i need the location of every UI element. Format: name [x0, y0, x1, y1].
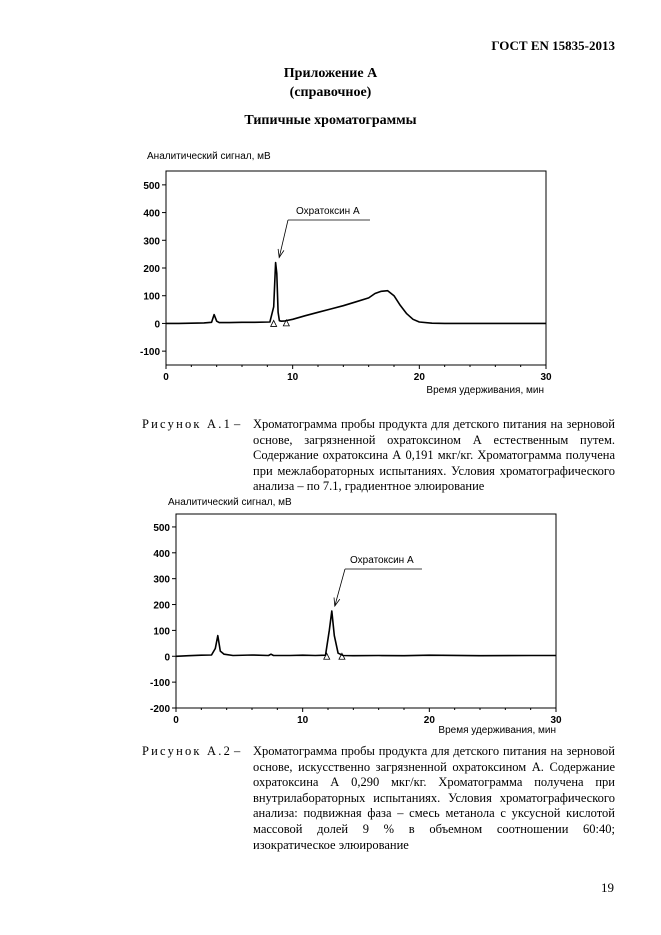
y-tick-label: -100	[149, 678, 170, 690]
y-tick-label: 300	[153, 574, 170, 586]
page-number: 19	[601, 880, 614, 895]
caption-dash: –	[234, 744, 241, 758]
x-tick-label: 0	[173, 715, 179, 726]
y-tick-label: 0	[164, 652, 170, 664]
x-tick-label: 20	[413, 372, 425, 383]
x-tick-label: 10	[287, 372, 299, 383]
x-tick-label: 0	[163, 372, 169, 383]
caption-label: Рисунок А.1	[142, 417, 233, 431]
caption-text: Хроматограмма пробы продукта для детского питания на зерновой основе, искусственно загрязненной охратоксином А. Содержание охратоксина А 0,290 мкг/кг. Хроматограмма получена при внутрилабораторных испытаниях. Условия хроматографического анализа: подвижная фаза – смесь метанола с уксусной кислотой массовой долей 9 % в объемном соотношении 60:40; изократическое элюирование	[253, 744, 615, 852]
x-tick-label: 30	[540, 372, 552, 383]
y-tick-label: 400	[143, 208, 160, 220]
annotation-arrow-line	[335, 569, 345, 606]
x-tick-label: 10	[297, 715, 309, 726]
y-tick-label: 100	[143, 291, 160, 303]
section-heading: Типичные хроматограммы	[244, 113, 417, 128]
peak-annotation-label: Охратоксин А	[296, 206, 360, 217]
y-tick-label: 0	[154, 319, 160, 331]
y-tick-label: -200	[149, 704, 170, 715]
peak-boundary-marker	[324, 653, 330, 659]
x-axis-label: Время удерживания, мин	[426, 385, 544, 396]
plot-frame	[176, 514, 556, 708]
x-axis-label: Время удерживания, мин	[438, 725, 556, 736]
caption-label: Рисунок А.2	[142, 744, 233, 758]
y-tick-label: 500	[153, 522, 170, 534]
appendix-subtitle: (справочное)	[289, 85, 372, 100]
y-tick-label: -100	[139, 347, 160, 359]
caption-dash: –	[234, 417, 241, 431]
figure-caption-2	[142, 744, 615, 853]
y-tick-label: 100	[153, 626, 170, 638]
standard-header: ГОСТ EN 15835-2013	[491, 38, 615, 53]
peak-annotation-label: Охратоксин А	[350, 555, 414, 566]
y-axis-label: Аналитический сигнал, мВ	[147, 151, 271, 162]
y-tick-label: 400	[153, 548, 170, 560]
appendix-title: Приложение А	[283, 66, 378, 81]
chromatogram-trace	[176, 611, 556, 656]
y-tick-label: 500	[143, 180, 160, 192]
x-tick-label: 20	[423, 715, 435, 726]
y-axis-label: Аналитический сигнал, мВ	[168, 497, 292, 508]
y-tick-label: 200	[153, 600, 170, 612]
x-tick-label: 30	[550, 715, 562, 726]
y-tick-label: 200	[143, 264, 160, 275]
caption-text: Хроматограмма пробы продукта для детского питания на зерновой основе, загрязненной охратоксином А естественным путем. Содержание охратоксина А 0,191 мкг/кг. Хроматограмма получена при межлабораторных испытаниях. Условия хроматографического анализа – по 7.1, градиентное элюирование	[253, 417, 615, 494]
y-tick-label: 300	[143, 236, 160, 248]
